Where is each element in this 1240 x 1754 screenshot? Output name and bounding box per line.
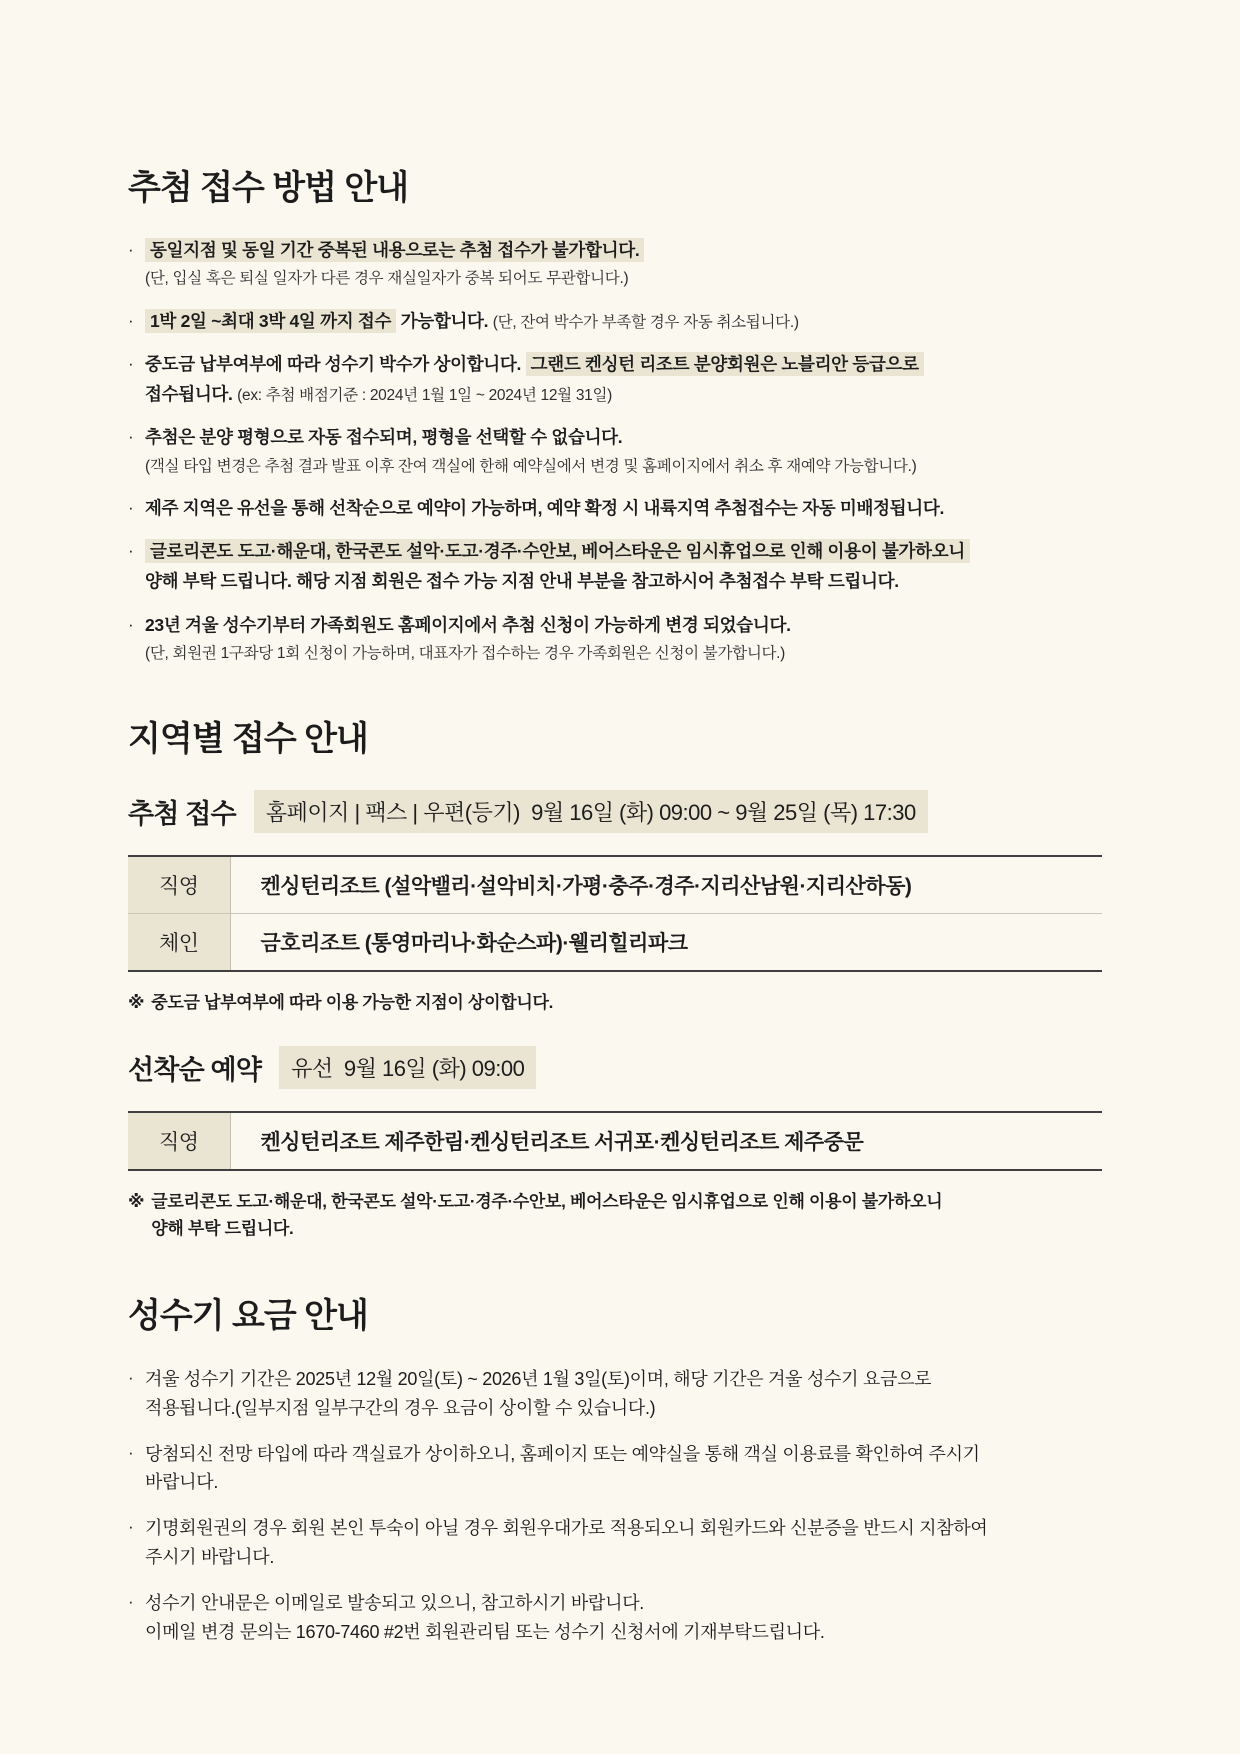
branch-type-cell: 직영 — [128, 856, 230, 914]
bullet-icon: · — [128, 497, 134, 517]
bullet-subtext: (단, 회원권 1구좌당 1회 신청이 가능하며, 대표자가 접수하는 경우 가족회원은 신청이 불가합니다.) — [145, 644, 786, 662]
bullet-text: 이메일 변경 문의는 1670-7460 #2번 회원관리팀 또는 성수기 신청서에 기재부탁드립니다. — [145, 1621, 825, 1642]
list-item — [128, 424, 1102, 478]
highlighted-text: 그랜드 켄싱턴 리조트 분양회원은 노블리안 등급으로 — [526, 352, 924, 376]
bullet-icon: · — [128, 1591, 134, 1611]
lottery-reception-header — [128, 790, 1102, 833]
bullet-text: 23년 겨울 성수기부터 가족회원도 홈페이지에서 추첨 신청이 가능하게 변경 되었습니다. — [145, 614, 791, 635]
branch-list-cell: 켄싱턴리조트 제주한림·켄싱턴리조트 서귀포·켄싱턴리조트 제주중문 — [260, 1131, 864, 1155]
bullet-icon: · — [128, 427, 134, 447]
reference-mark-icon: ※ — [128, 993, 145, 1012]
list-item — [128, 612, 1102, 666]
list-item — [128, 1589, 1102, 1647]
bullet-text: 바랍니다. — [145, 1472, 219, 1493]
section-peak-season-fee — [128, 1288, 1102, 1646]
section-title-regional: 지역별 접수 안내 — [128, 720, 368, 758]
branch-type-cell: 직영 — [128, 1112, 230, 1170]
highlighted-text: 1박 2일 ~최대 3박 4일 까지 접수 — [145, 309, 396, 333]
footnote-text: 중도금 납부여부에 따라 이용 가능한 지점이 상이합니다. — [151, 993, 554, 1012]
bullet-text: 양해 부탁 드립니다. 해당 지점 회원은 접수 가능 지점 안내 부분을 참고하시어 추첨접수 부탁 드립니다. — [145, 571, 899, 592]
bullet-text: 가능합니다. — [396, 310, 493, 331]
lottery-branch-table — [128, 855, 1102, 972]
lottery-reception-schedule: 홈페이지 | 팩스 | 우편(등기) 9월 16일 (화) 09:00 ~ 9월 25일 (목) 17:30 — [254, 790, 928, 833]
section-title-peak-fee: 성수기 요금 안내 — [128, 1297, 368, 1336]
table-row — [128, 856, 1102, 914]
bullet-text: 중도금 납부여부에 따라 성수기 박수가 상이합니다. — [145, 353, 526, 374]
bullet-subtext: (단, 입실 혹은 퇴실 일자가 다른 경우 재실일자가 중복 되어도 무관합니다.) — [145, 270, 629, 288]
bullet-icon: · — [128, 614, 134, 634]
table-row — [128, 1112, 1102, 1170]
bullet-text: 성수기 안내문은 이메일로 발송되고 있으니, 참고하시기 바랍니다. — [145, 1592, 644, 1613]
list-item — [128, 495, 1102, 521]
bullet-icon: · — [128, 353, 134, 373]
fcfs-reservation-schedule: 유선 9월 16일 (화) 09:00 — [279, 1046, 536, 1089]
footnote-text — [151, 1189, 942, 1242]
branch-list-cell: 켄싱턴리조트 (설악밸리·설악비치·가평·충주·경주·지리산남원·지리산하동) — [260, 875, 912, 898]
bullet-subtext: (객실 타입 변경은 추첨 결과 발표 이후 잔여 객실에 한해 예약실에서 변경 및 홈페이지에서 취소 후 재예약 가능합니다.) — [145, 457, 917, 475]
bullet-subtext: (ex: 추첨 배점기준 : 2024년 1월 1일 ~ 2024년 12월 31일) — [237, 387, 613, 404]
bullet-text: 접수됩니다. — [145, 384, 238, 404]
section-regional-reception — [128, 711, 1102, 1242]
list-item — [128, 351, 1102, 408]
bullet-text: 주시기 바랍니다. — [145, 1547, 275, 1568]
branch-list-cell: 금호리조트 (통영마리나·화순스파)·웰리힐리파크 — [230, 914, 1102, 972]
bullet-text: 기명회원권의 경우 회원 본인 투숙이 아닐 경우 회원우대가로 적용되오니 회원카드와 신분증을 반드시 지참하여 — [145, 1518, 988, 1539]
table-footnote — [128, 990, 1102, 1016]
branch-type-cell: 체인 — [128, 914, 230, 972]
highlighted-text: 글로리콘도 도고·해운대, 한국콘도 설악·도고·경주·수안보, 베어스타운은 임시휴업으로 인해 이용이 불가하오니 — [145, 539, 970, 563]
list-item — [128, 308, 1102, 334]
bullet-text: 제주 지역은 유선을 통해 선착순으로 예약이 가능하며, 예약 확정 시 내륙지역 추첨접수는 자동 미배정됩니다. — [145, 497, 945, 518]
subheading-lottery-reception: 추첨 접수 — [128, 799, 236, 829]
list-item — [128, 538, 1102, 595]
bullet-text: 당첨되신 전망 타입에 따라 객실료가 상이하오니, 홈페이지 또는 예약실을 통해 객실 이용료를 확인하여 주시기 — [145, 1443, 980, 1464]
table-row — [128, 914, 1102, 972]
section-lottery-method — [128, 160, 1102, 665]
subheading-fcfs-reservation: 선착순 예약 — [128, 1055, 262, 1086]
highlighted-text: 동일지점 및 동일 기간 중복된 내용으로는 추첨 접수가 불가합니다. — [145, 238, 644, 262]
table-footnote — [128, 1189, 1102, 1242]
bullet-text: 추첨은 분양 평형으로 자동 접수되며, 평형을 선택할 수 없습니다. — [145, 427, 623, 448]
list-item — [128, 1365, 1102, 1423]
reference-mark-icon: ※ — [128, 1192, 145, 1212]
list-item — [128, 1440, 1102, 1498]
list-item — [128, 1514, 1102, 1572]
footnote-line: 글로리콘도 도고·해운대, 한국콘도 설악·도고·경주·수안보, 베어스타운은 임시휴업으로 인해 이용이 불가하오니 — [151, 1192, 943, 1212]
footnote-line: 양해 부탁 드립니다. — [151, 1218, 294, 1238]
bullet-text: 겨울 성수기 기간은 2025년 12월 20일(토) ~ 2026년 1월 3일(토)이며, 해당 기간은 겨울 성수기 요금으로 — [145, 1369, 932, 1390]
list-item — [128, 237, 1102, 291]
fcfs-branch-table — [128, 1111, 1102, 1171]
section-title-lottery-method: 추첨 접수 방법 안내 — [128, 169, 409, 207]
bullet-text: 적용됩니다.(일부지점 일부구간의 경우 요금이 상이할 수 있습니다.) — [145, 1397, 656, 1418]
fcfs-reservation-header — [128, 1046, 1102, 1089]
bullet-subtext: (단, 잔여 박수가 부족할 경우 자동 취소됩니다.) — [492, 313, 799, 331]
bullet-icon: · — [128, 1442, 134, 1462]
bullet-icon: · — [128, 1517, 134, 1537]
bullet-icon: · — [128, 541, 134, 560]
bullet-icon: · — [128, 310, 134, 330]
bullet-icon: · — [128, 1368, 134, 1388]
bullet-icon: · — [128, 240, 134, 259]
